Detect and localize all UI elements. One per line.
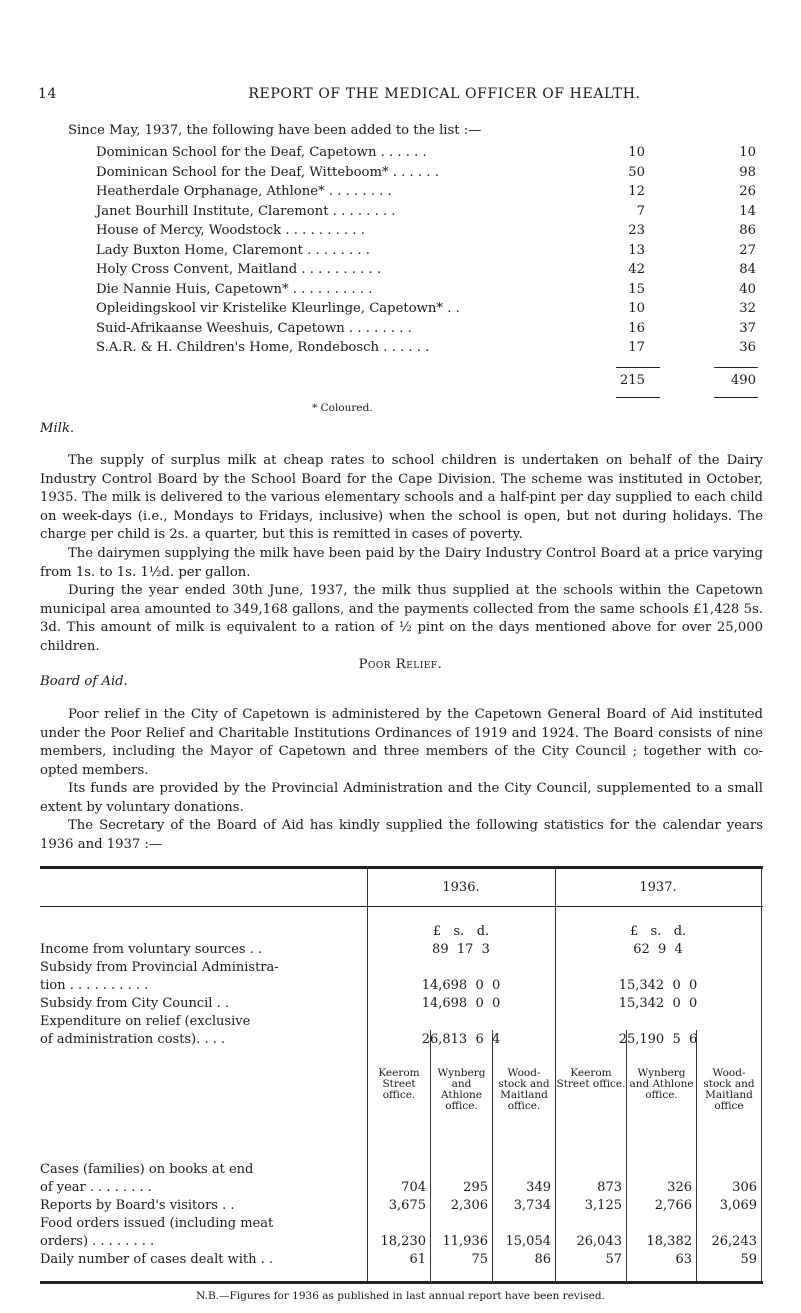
table-cell: 18,230 (380, 1234, 426, 1249)
table-cell: 3,069 (719, 1198, 757, 1213)
table-cell: 61 (409, 1252, 426, 1267)
totals-row: 215 490 (619, 373, 756, 388)
table-footnote: N.B.—Figures for 1936 as published in last annual report have been revised. (196, 1290, 605, 1302)
office-header: Keerom Street office. (378, 1067, 420, 1101)
table-cell: 3,675 (388, 1198, 426, 1213)
table-cell: 11,936 (442, 1234, 488, 1249)
page-number: 14 (38, 86, 58, 102)
table-cell: 15,342 0 0 (618, 996, 698, 1011)
table-cell: 2,306 (450, 1198, 488, 1213)
table-bottom-rule (40, 1281, 763, 1284)
table-top-rule (40, 866, 763, 869)
table-cell: 57 (605, 1252, 622, 1267)
intro-text: Since May, 1937, the following have been added to the list :— (68, 123, 482, 138)
table-row-label: tion . . . . . . . . . . (40, 978, 149, 993)
year-header-1937: 1937. (639, 880, 677, 895)
year-header-1936: 1936. (442, 880, 480, 895)
total-rule (714, 367, 758, 368)
table-cell: 89 17 3 (432, 942, 490, 957)
column-divider (761, 866, 762, 1281)
table-cell: 26,813 6 4 (421, 1032, 501, 1047)
table-cell: 3,125 (584, 1198, 622, 1213)
milk-paragraph: The dairymen supplying the milk have been paid by the Dairy Industry Control Board at a price varying from 1s. to 1s. 1½d. per gallon. (40, 546, 763, 580)
table-row-label: Daily number of cases dealt with . . (40, 1252, 274, 1267)
table-cell: 15,342 0 0 (618, 978, 698, 993)
table-row-label: Cases (families) on books at end (40, 1162, 254, 1177)
table-cell: 2,766 (654, 1198, 692, 1213)
board-of-aid-heading: Board of Aid. (40, 674, 128, 689)
office-header: Wynberg and Athlone office. (437, 1067, 486, 1112)
table-row-label: Income from voluntary sources . . (40, 942, 263, 957)
table-cell: 18,382 (646, 1234, 692, 1249)
milk-paragraph: During the year ended 30th June, 1937, the milk thus supplied at the schools within the Capetown municipal area amounted to 349,168 gallons, and the payments collected from the same schools £1,428 5s. 3d. This amount of milk is equivalent to a ration of ½ pint on the days mentioned above for over 25,000 children. (40, 583, 763, 654)
table-cell: 704 (401, 1180, 426, 1195)
table-cell: 15,054 (505, 1234, 551, 1249)
office-header: Wood- stock and Maitland office (703, 1067, 755, 1112)
table-cell: 295 (463, 1180, 488, 1195)
table-cell: 59 (740, 1252, 757, 1267)
office-header: Keerom Street office. (556, 1067, 626, 1090)
table-row-label: Expenditure on relief (exclusive (40, 1014, 251, 1029)
total-rule (714, 397, 758, 398)
table-cell: 14,698 0 0 (421, 978, 501, 993)
table-cell: 25,190 5 6 (618, 1032, 698, 1047)
total-rule (616, 367, 660, 368)
poor-relief-paragraph: Poor relief in the City of Capetown is administered by the Capetown General Board of Aid instituted under the Poor Relief and Charitable Institutions Ordinances of 1919 and 1924. The Board consists of nine members, including the Mayor of Capetown and three members of the City Council ; together with co-opted members. (40, 707, 763, 778)
page-title: REPORT OF THE MEDICAL OFFICER OF HEALTH. (248, 86, 641, 102)
milk-paragraph: The supply of surplus milk at cheap rates to school children is undertaken on behalf of the Dairy Industry Control Board by the School Board for the Cape Division. The scheme was instituted in October, 1935. The milk is delivered to the various elementary schools and a half-pint per day supplied to each child on week-days (i.e., Mondays to Fridays, inclusive) when the school is open, but not during holidays. The charge per child is 2s. a quarter, but this is remitted in cases of poverty. (40, 453, 763, 542)
table-cell: 306 (732, 1180, 757, 1195)
table-cell: 62 9 4 (633, 942, 683, 957)
table-cell: 26,043 (576, 1234, 622, 1249)
table-row-label: Reports by Board's visitors . . (40, 1198, 235, 1213)
poor-relief-paragraph: Its funds are provided by the Provincial Administration and the City Council, supplemented to a small extent by voluntary donations. (40, 781, 763, 815)
money-header-1937: £ s. d. (629, 924, 687, 939)
list-item: Die Nannie Huis, Capetown* . . . . . . . . . . 15 40 (96, 281, 756, 297)
list-item: Suid-Afrikaanse Weeshuis, Capetown . . . . . . . . 16 37 (96, 320, 756, 336)
list-item: Lady Buxton Home, Claremont . . . . . . . . 13 27 (96, 242, 756, 258)
table-row-label: orders) . . . . . . . . (40, 1234, 155, 1249)
list-item: Heatherdale Orphanage, Athlone* . . . . . . . . 12 26 (96, 184, 756, 199)
total-rule (616, 397, 660, 398)
table-cell: 75 (471, 1252, 488, 1267)
poor-relief-heading: Poor Relief. (358, 657, 443, 672)
table-cell: 349 (526, 1180, 551, 1195)
list-item: S.A.R. & H. Children's Home, Rondebosch . . . . . . 17 36 (96, 340, 756, 355)
office-header: Wynberg and Athlone office. (629, 1067, 694, 1101)
table-row-label: of year . . . . . . . . (40, 1180, 152, 1195)
milk-heading: Milk. (40, 421, 75, 436)
office-header: Wood- stock and Maitland office. (498, 1067, 550, 1112)
table-row-label: Food orders issued (including meat (40, 1216, 274, 1231)
money-header-1936: £ s. d. (432, 924, 490, 939)
list-item: Opleidingskool vir Kristelike Kleurlinge, Capetown* . . 10 32 (96, 301, 756, 316)
table-cell: 326 (667, 1180, 692, 1195)
table-cell: 14,698 0 0 (421, 996, 501, 1011)
table-header-rule (40, 906, 763, 907)
table-cell: 873 (597, 1180, 622, 1195)
list-item: Holy Cross Convent, Maitland . . . . . . . . . . 42 84 (96, 262, 756, 277)
list-item: Dominican School for the Deaf, Witteboom* . . . . . . 50 98 (96, 164, 756, 180)
statistics-table (40, 866, 763, 1284)
table-cell: 26,243 (711, 1234, 757, 1249)
table-cell: 3,734 (513, 1198, 551, 1213)
table-row-label: of administration costs). . . . (40, 1032, 226, 1047)
coloured-footnote: * Coloured. (312, 402, 373, 414)
list-item: Janet Bourhill Institute, Claremont . . . . . . . . 7 14 (96, 203, 756, 219)
list-item: House of Mercy, Woodstock . . . . . . . . . . 23 86 (96, 223, 756, 238)
table-cell: 63 (675, 1252, 692, 1267)
table-row-label: Subsidy from City Council . . (40, 996, 229, 1011)
poor-relief-paragraph: The Secretary of the Board of Aid has kindly supplied the following statistics for the calendar years 1936 and 1937 :— (40, 818, 763, 852)
table-row-label: Subsidy from Provincial Administra- (40, 960, 279, 975)
list-item: Dominican School for the Deaf, Capetown . . . . . . 10 10 (96, 145, 756, 160)
table-cell: 86 (534, 1252, 551, 1267)
